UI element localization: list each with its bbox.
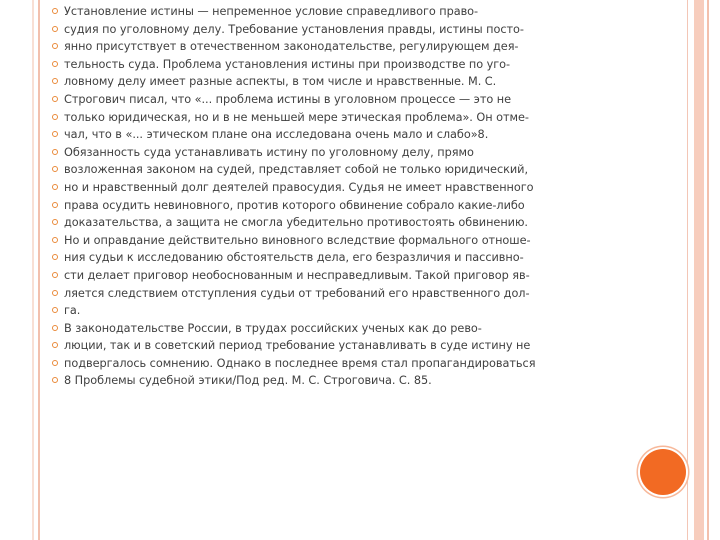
bullet-text: подвергалось сомнению. Однако в последнее время стал пропагандироваться [64,356,536,370]
bullet-icon [52,290,58,296]
bullet-line [52,285,612,303]
bullet-line [52,21,612,39]
bullet-line [52,302,612,320]
bullet-text: возложенная законом на судей, представляет собой не только юридический, [64,163,529,177]
bullet-icon [52,237,58,243]
bullet-icon [52,254,58,260]
bullet-icon [52,114,58,120]
bullet-text: В законодательстве России, в трудах российских ученых как до рево- [64,321,482,335]
bullet-text: сти делает приговор необоснованным и несправедливым. Такой приговор яв- [64,268,530,282]
bullet-line [52,372,612,390]
bullet-line [52,355,612,373]
bullet-icon [52,184,58,190]
bullet-line [52,161,612,179]
bullet-icon [52,342,58,348]
bullet-line [52,73,612,91]
bullet-text: га. [64,304,81,318]
bullet-line [52,56,612,74]
bullet-line [52,38,612,56]
bullet-text: чал, что в «... этическом плане она исследована очень мало и слабо»8. [64,128,489,142]
bullet-line [52,126,612,144]
bullet-icon [52,78,58,84]
bullet-icon [52,26,58,32]
bullet-icon [52,166,58,172]
bullet-text: Строгович писал, что «... проблема истины в уголовном процессе — это не [64,92,511,106]
bullet-text: но и нравственный долг деятелей правосудия. Судья не имеет нравственного [64,180,534,194]
bullet-text: ния судьи к исследованию обстоятельств дела, его безразличия и пассивно- [64,251,524,265]
bullet-text: 8 Проблемы судебной этики/Под ред. М. С. Строговича. С. 85. [64,374,432,388]
bullet-icon [52,131,58,137]
bullet-line [52,267,612,285]
bullet-icon [52,61,58,67]
bullet-line [52,91,612,109]
slide-text-body [52,3,612,390]
bullet-line [52,232,612,250]
bullet-line [52,3,612,21]
bullet-icon [52,307,58,313]
bullet-line [52,144,612,162]
bullet-text: Обязанность суда устанавливать истину по уголовному делу, прямо [64,145,474,159]
bullet-text: права осудить невиновного, против которого обвинение собрало какие-либо [64,198,525,212]
bullet-line [52,179,612,197]
bullet-icon [52,96,58,102]
left-decorative-border [0,0,40,540]
bullet-line [52,337,612,355]
bullet-line [52,320,612,338]
bullet-icon [52,8,58,14]
bullet-icon [52,272,58,278]
bullet-line [52,249,612,267]
bullet-icon [52,43,58,49]
right-decorative-border [681,0,720,540]
orange-circle-icon [640,449,686,495]
bullet-text: только юридическая, но и в не меньшей мере этическая проблема». Он отме- [64,110,529,124]
bullet-icon [52,202,58,208]
bullet-text: тельность суда. Проблема установления истины при производстве по уго- [64,57,511,71]
bullet-icon [52,149,58,155]
bullet-text: ловному делу имеет разные аспекты, в том числе и нравственные. М. С. [64,75,497,89]
bullet-icon [52,377,58,383]
bullet-text: ляется следствием отступления судьи от требований его нравственного дол- [64,286,530,300]
bullet-icon [52,325,58,331]
bullet-text: люции, так и в советский период требование устанавливать в суде истину не [64,339,531,353]
bullet-line [52,109,612,127]
bullet-text: Установление истины — непременное условие справедливого право- [64,5,479,18]
bullet-text: судия по уголовному делу. Требование установления правды, истины посто- [64,22,524,36]
bullet-line [52,214,612,232]
bullet-text: янно присутствует в отечественном законодательстве, регулирующем дея- [64,40,519,54]
bullet-icon [52,360,58,366]
bullet-text: доказательства, а защита не смогла убедительно противостоять обвинению. [64,216,528,230]
bullet-icon [52,219,58,225]
bullet-text: Но и оправдание действительно виновного вследствие формального отноше- [64,233,531,247]
bullet-line [52,197,612,215]
